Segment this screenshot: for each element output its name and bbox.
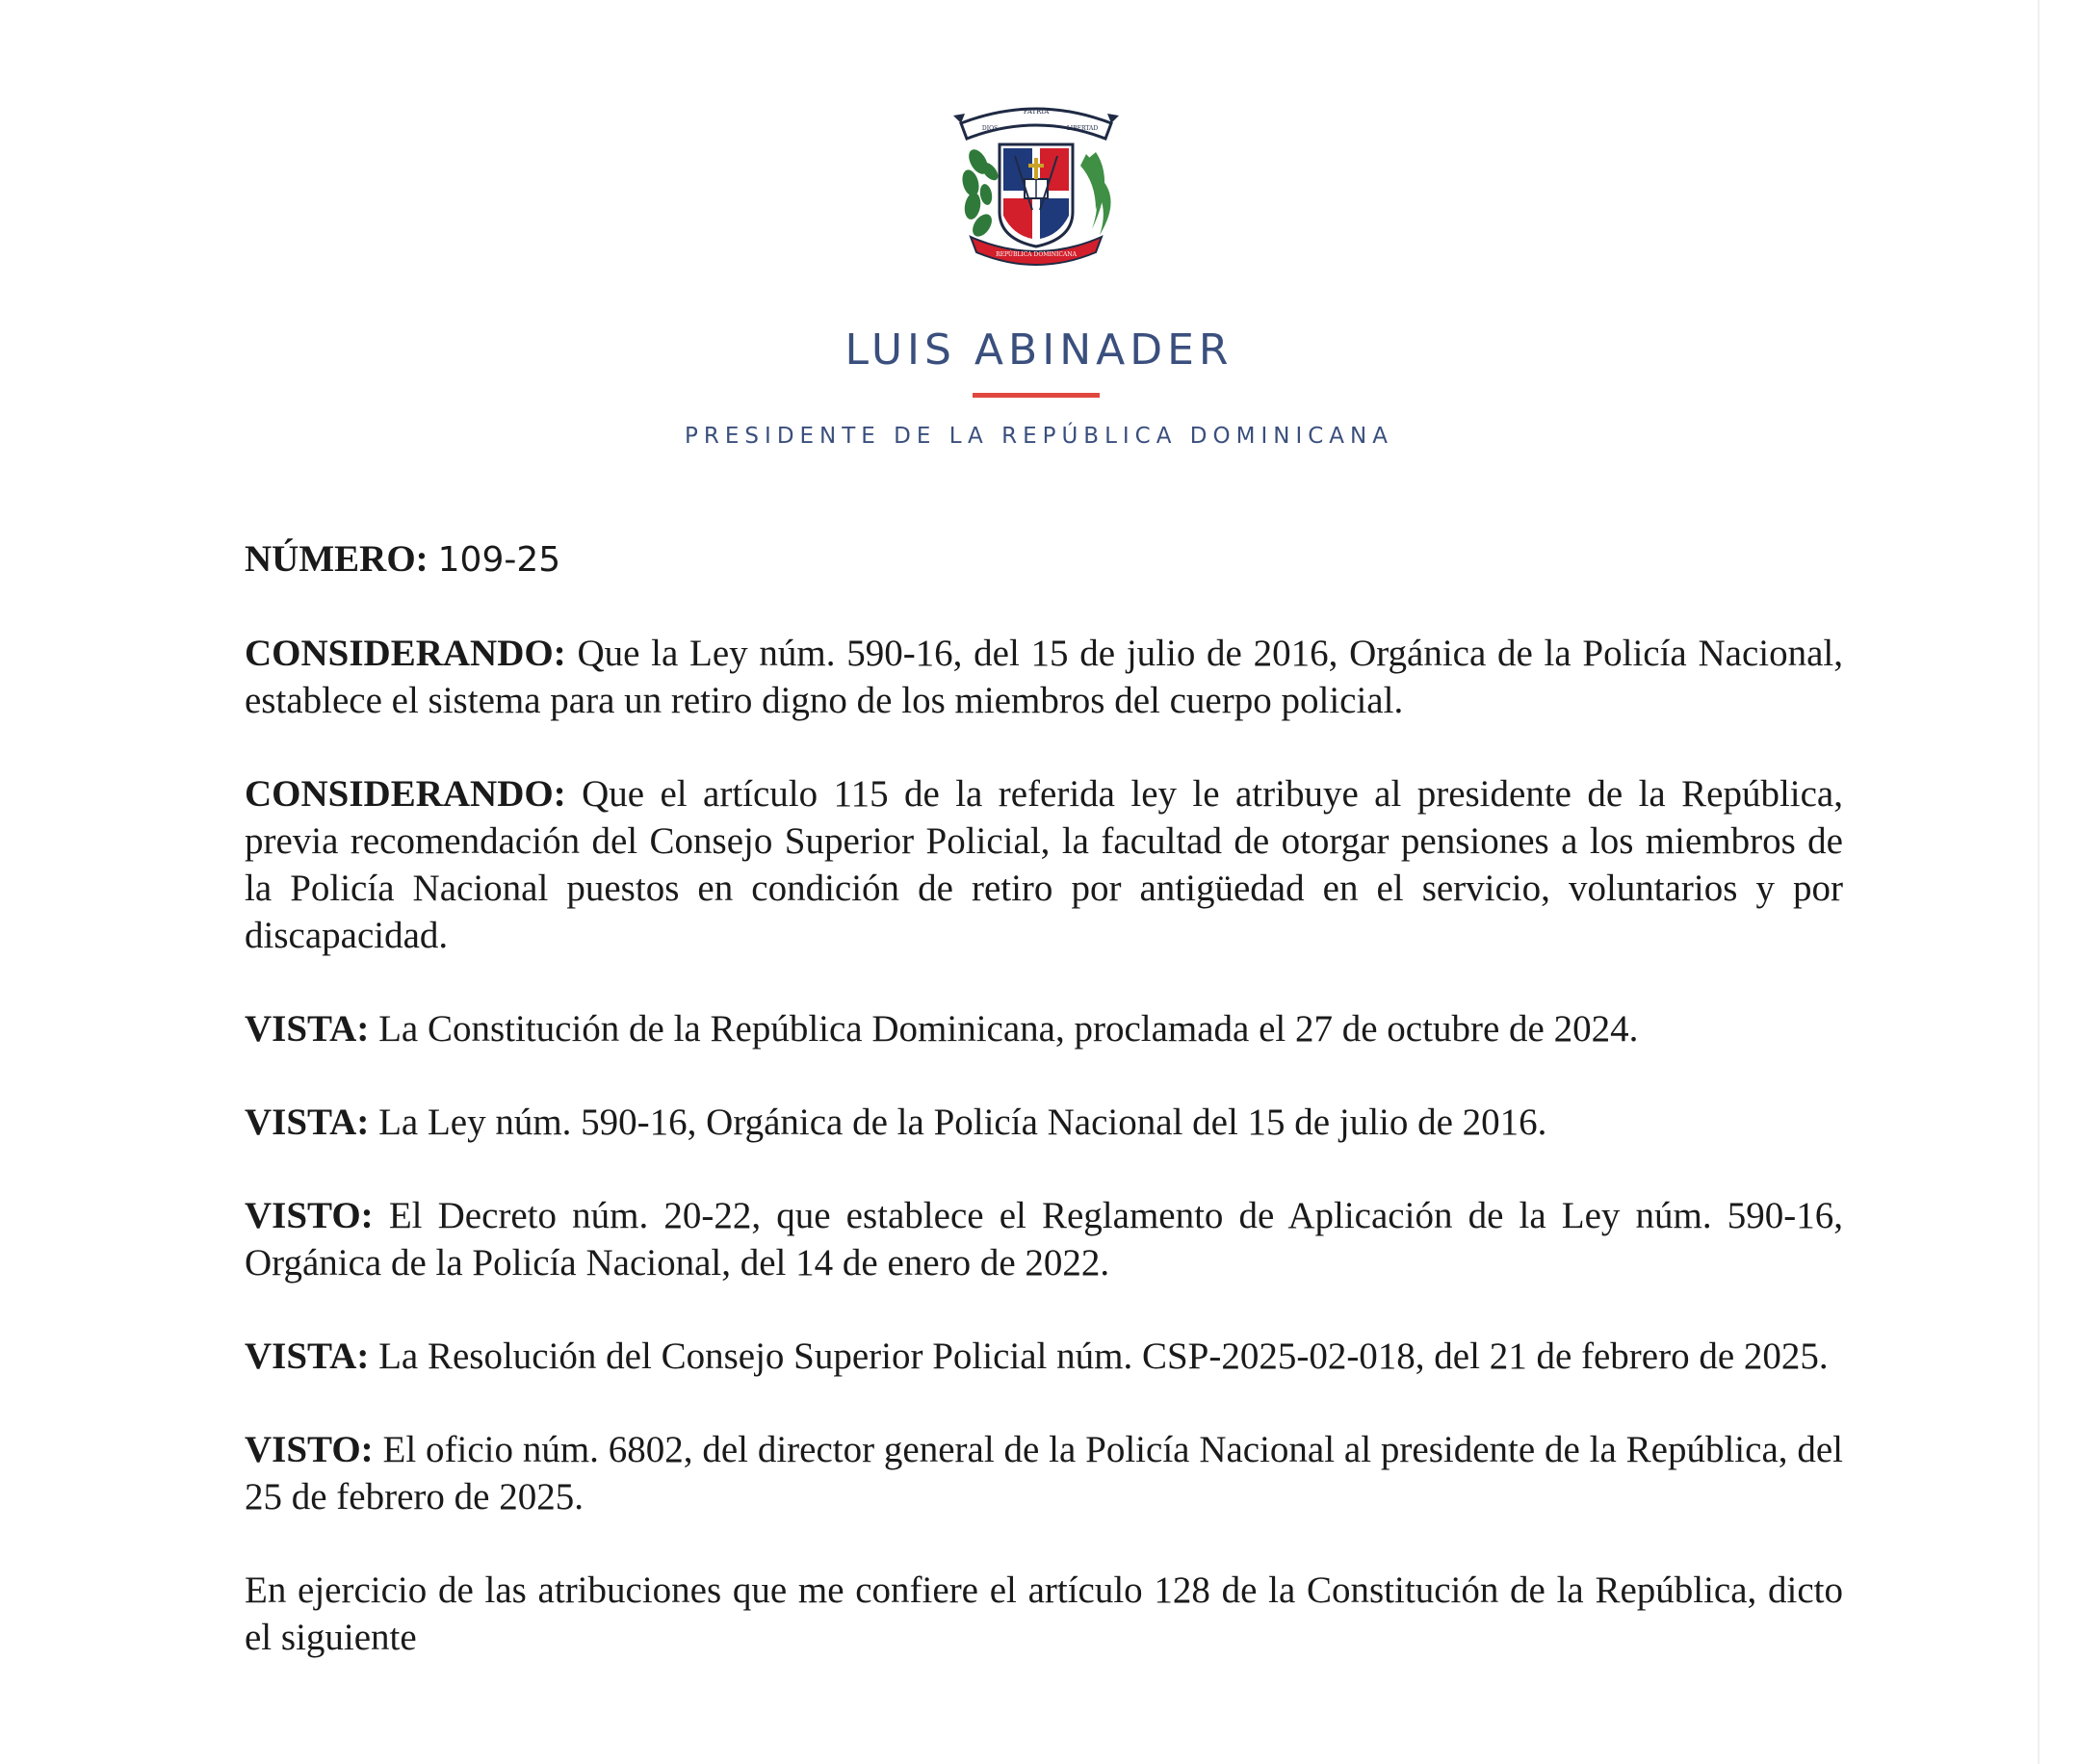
paragraph-label: VISTA: (245, 1008, 370, 1050)
document-body (245, 535, 1843, 1661)
header-accent-rule (973, 393, 1100, 398)
president-name: LUIS ABINADER (844, 325, 1234, 375)
closing-paragraph: En ejercicio de las atribuciones que me confiere el artículo 128 de la Constitución de la República, dicto el siguiente (245, 1569, 1843, 1658)
vista-paragraph (245, 1099, 1843, 1146)
paragraph-text: Que la Ley núm. 590-16, del 15 de julio de 2016, Orgánica de la Policía Nacional, establece el sistema para un retiro digno de los miembros del cuerpo policial. (245, 633, 1843, 721)
visto-paragraph (245, 1426, 1843, 1520)
paragraph-label: CONSIDERANDO: (245, 633, 566, 674)
seal-banner: REPÚBLICA DOMINICANA (996, 251, 1077, 258)
motto-left: DIOS (981, 125, 999, 132)
page-edge (2038, 0, 2039, 1764)
dominican-coat-of-arms-icon (951, 94, 1121, 268)
vista-paragraph (245, 1005, 1843, 1052)
decree-number-value: 109-25 (437, 540, 561, 580)
paragraph-label: VISTA: (245, 1336, 370, 1377)
visto-paragraph (245, 1192, 1843, 1286)
paragraph-text: Que el artículo 115 de la referida ley le atribuye al presidente de la República, previa recomendación del Consejo Superior Policial, la facultad de otorgar pensiones a los miembros de la Policía Nacional puestos en condición de retiro por antigüedad en el servicio, voluntarios y por discapacidad. (245, 773, 1843, 956)
considerando-paragraph (245, 770, 1843, 959)
motto-right: LIBERTAD (1066, 125, 1099, 132)
paragraph-label: CONSIDERANDO: (245, 773, 566, 815)
paragraph-label: VISTA: (245, 1102, 370, 1143)
paragraph-label: VISTO: (245, 1429, 374, 1470)
decree-number (245, 535, 1843, 584)
paragraph-text: La Resolución del Consejo Superior Policial núm. CSP-2025-02-018, del 21 de febrero de 2025. (378, 1336, 1829, 1377)
paragraph-text: El Decreto núm. 20-22, que establece el Reglamento de Aplicación de la Ley núm. 590-16, Orgánica de la Policía Nacional, del 14 de enero de 2022. (245, 1195, 1844, 1284)
paragraph-text: El oficio núm. 6802, del director general de la Policía Nacional al presidente de la República, del 25 de febrero de 2025. (245, 1429, 1843, 1518)
paragraph-text: La Constitución de la República Dominicana, proclamada el 27 de octubre de 2024. (378, 1008, 1639, 1050)
considerando-paragraph (245, 630, 1843, 724)
motto-center: PATRIA (1023, 108, 1050, 116)
paragraph-text: La Ley núm. 590-16, Orgánica de la Policía Nacional del 15 de julio de 2016. (378, 1102, 1547, 1143)
decree-number-label: NÚMERO: (245, 538, 429, 580)
vista-paragraph (245, 1333, 1843, 1380)
paragraph-label: VISTO: (245, 1195, 374, 1236)
president-title: PRESIDENTE DE LA REPÚBLICA DOMINICANA (685, 424, 1393, 449)
